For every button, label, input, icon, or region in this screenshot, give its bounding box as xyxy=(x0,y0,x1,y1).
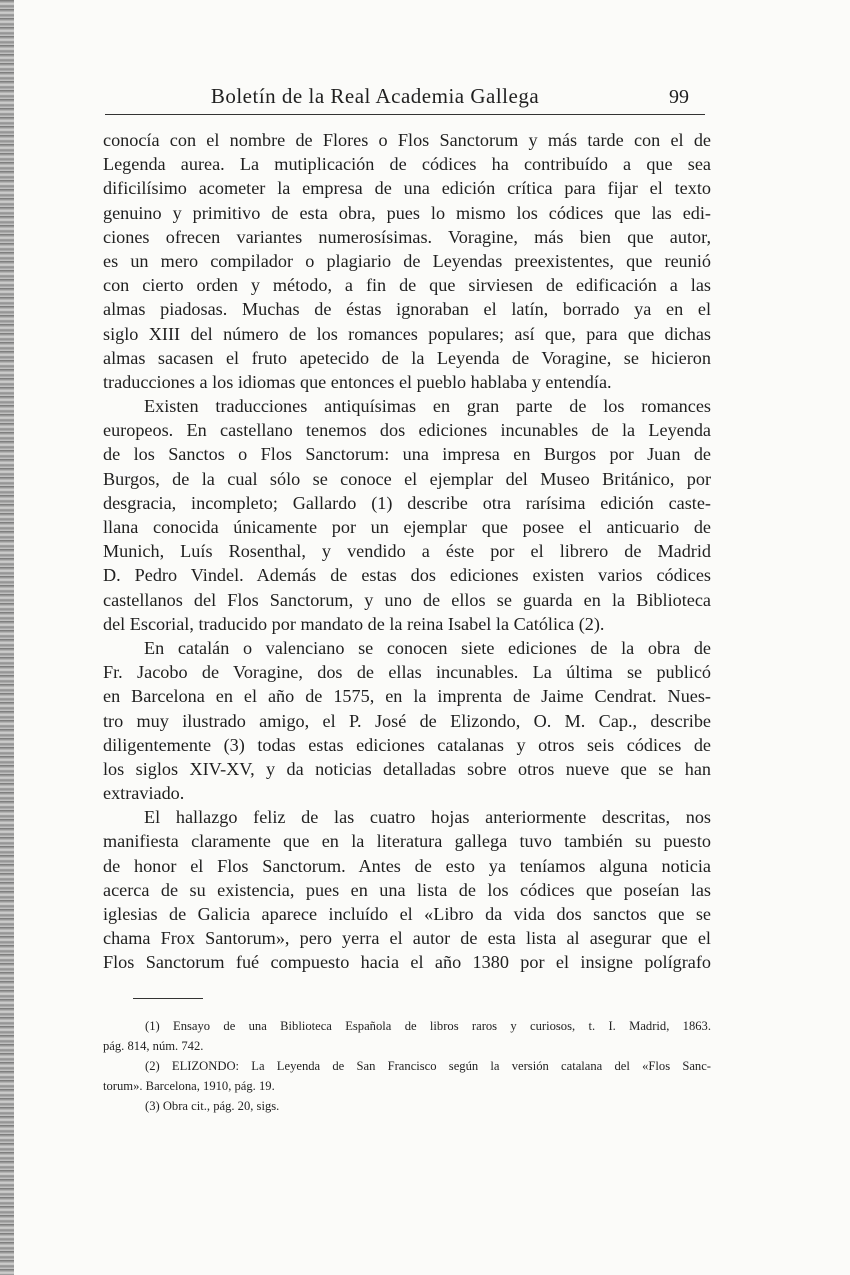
text-line: tro muy ilustrado amigo, el P. José de Elizondo, O. M. Cap., describe xyxy=(103,710,711,731)
text-line: Fr. Jacobo de Voragine, dos de ellas incunables. La última se publicó xyxy=(103,662,711,683)
text-line: es un mero compilador o plagiario de Leyendas preexistentes, que reunió xyxy=(103,250,711,271)
text-line: En catalán o valenciano se conocen siete ediciones de la obra de xyxy=(144,637,711,658)
text-line: europeos. En castellano tenemos dos ediciones incunables de la Leyenda xyxy=(103,420,711,441)
page-number: 99 xyxy=(669,86,689,108)
text-line: ciones ofrecen variantes numerosísimas. Voragine, más bien que autor, xyxy=(103,226,711,247)
text-line: Munich, Luís Rosenthal, y vendido a éste por el librero de Madrid xyxy=(103,541,711,562)
text-line: Legenda aurea. La mutiplicación de códices ha contribuído a que sea xyxy=(103,154,711,175)
footnote-line: pág. 814, núm. 742. xyxy=(103,1039,204,1053)
text-line: de honor el Flos Sanctorum. Antes de esto ya teníamos alguna noticia xyxy=(103,855,711,876)
footnotes xyxy=(103,1016,711,1116)
text-line: traducciones a los idiomas que entonces el pueblo hablaba y entendía. xyxy=(103,371,612,392)
text-line: extraviado. xyxy=(103,783,185,804)
running-head xyxy=(105,82,705,115)
text-line: manifiesta claramente que en la literatura gallega tuvo también su puesto xyxy=(103,831,711,852)
text-line: del Escorial, traducido por mandato de la reina Isabel la Católica (2). xyxy=(103,613,605,634)
text-line: Flos Sanctorum fué compuesto hacia el año 1380 por el insigne polígrafo xyxy=(103,952,711,973)
footnote-line: (1) Ensayo de una Biblioteca Española de libros raros y curiosos, t. I. Madrid, 1863. xyxy=(145,1019,711,1033)
text-line: diligentemente (3) todas estas ediciones catalanas y otros seis códices de xyxy=(103,734,711,755)
footnote-separator xyxy=(133,998,203,999)
text-line: desgracia, incompleto; Gallardo (1) describe otra rarísima edición caste- xyxy=(103,492,711,513)
footnote-line: (3) Obra cit., pág. 20, sigs. xyxy=(145,1099,280,1113)
text-line: iglesias de Galicia aparece incluído el «Libro da vida dos sanctos que se xyxy=(103,904,711,924)
text-line: conocía con el nombre de Flores o Flos Sanctorum y más tarde con el de xyxy=(103,130,711,150)
text-line: genuino y primitivo de esta obra, pues lo mismo los códices que las edi- xyxy=(103,202,711,223)
text-line: con cierto orden y método, a fin de que sirviesen de edificación a las xyxy=(103,275,711,296)
binding-edge xyxy=(0,0,14,1275)
text-line: D. Pedro Vindel. Además de estas dos ediciones existen varios códices xyxy=(103,565,711,586)
footnote-line: torum». Barcelona, 1910, pág. 19. xyxy=(103,1079,275,1093)
text-line: llana conocida únicamente por un ejemplar que posee el anticuario de xyxy=(103,517,711,537)
footnote-line: (2) ELIZONDO: La Leyenda de San Francisco según la versión catalana del «Flos Sanc- xyxy=(145,1059,711,1073)
text-line: Burgos, de la cual sólo se conoce el ejemplar del Museo Británico, por xyxy=(103,468,711,489)
text-line: en Barcelona en el año de 1575, en la imprenta de Jaime Cendrat. Nues- xyxy=(103,686,711,707)
text-line: siglo XIII del número de los romances populares; así que, para que dichas xyxy=(103,323,711,344)
text-line: almas piadosas. Muchas de éstas ignoraban el latín, borrado ya en el xyxy=(103,299,711,320)
text-line: acerca de su existencia, pues en una lista de los códices que poseían las xyxy=(103,879,711,900)
text-line: chama Frox Santorum», pero yerra el autor de esta lista al asegurar que el xyxy=(103,928,711,949)
running-title: Boletín de la Real Academia Gallega xyxy=(210,84,540,108)
body-text xyxy=(103,128,711,975)
text-line: dificilísimo acometer la empresa de una edición crítica para fijar el texto xyxy=(103,178,711,199)
text-line: los siglos XIV-XV, y da noticias detalladas sobre otros nueve que se han xyxy=(103,758,711,779)
text-line: almas sacasen el fruto apetecido de la Leyenda de Voragine, se hicieron xyxy=(103,347,711,368)
text-line: de los Sanctos o Flos Sanctorum: una impresa en Burgos por Juan de xyxy=(103,444,711,465)
text-line: El hallazgo feliz de las cuatro hojas anteriormente descritas, nos xyxy=(144,807,711,828)
text-line: Existen traducciones antiquísimas en gran parte de los romances xyxy=(144,396,711,417)
text-line: castellanos del Flos Sanctorum, y uno de ellos se guarda en la Biblioteca xyxy=(103,589,711,610)
